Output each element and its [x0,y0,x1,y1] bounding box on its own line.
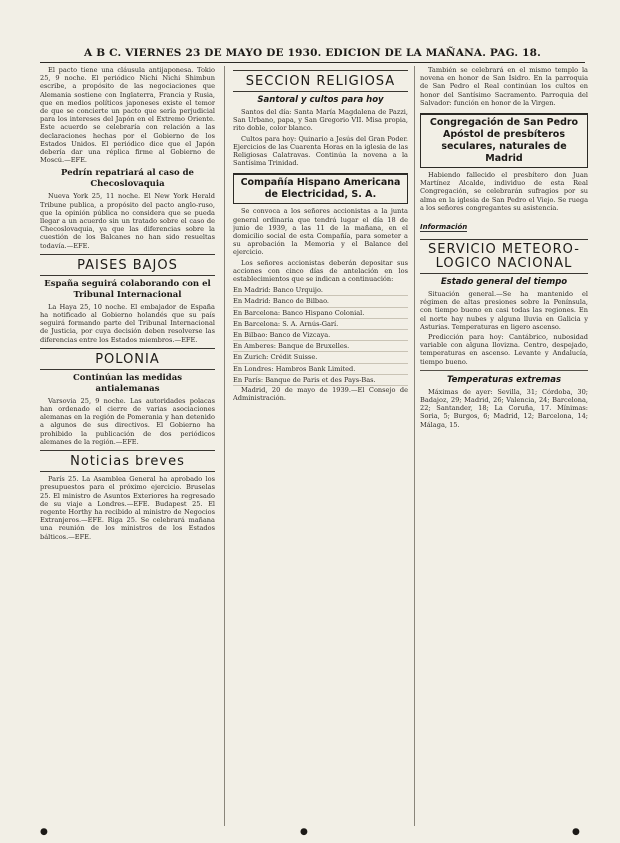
section-poland [40,348,215,446]
notice-title: Congregación de San Pedro Apóstol de presbíteros seculares, naturales de Madrid [429,117,579,165]
list-item: En Barcelona: S. A. Arnús-Garí. [233,319,408,330]
header-rule [40,62,585,63]
list-item: En Zurich: Crédit Suisse. [233,352,408,363]
article-czechoslovakia [40,168,215,249]
article-text: Santos del día: Santa María Magdalena de Pazzi, San Urbano, papa, y San Gregorio VII. Misa propia, rito doble, color blanco. [233,108,408,133]
column-1 [40,66,215,831]
registration-marks [0,825,620,837]
section-title: Noticias breves [40,450,215,472]
article-text: Predicción para hoy: Cantábrico, nubosidad variable con alguna llovizna. Centro, despejado, temperaturas en ascenso. Levante y Andalucía, tiempo bueno. [420,333,588,366]
section-title: PAISES BAJOS [40,254,215,276]
page-header: A B C. VIERNES 23 DE MAYO DE 1930. EDICION DE LA MAÑANA. PAG. 18. [84,47,541,59]
dot-mark-icon: ● [572,827,580,837]
dot-mark-icon: ● [40,827,48,837]
notice-text: Se convoca a los señores accionistas a la junta general ordinaria que tendrá lugar el día 18 de junio de 1939, a las 11 de la mañana, en el domicilio social de esta Compañía, para someter a su aprobación la Memoria y el Balance del ejercicio. [233,207,408,257]
section-tag: Información [420,223,468,232]
section-religion [233,70,408,167]
article-text: Nueva York 25, 11 noche. El New York Herald Tribune publica, a propósito del pacto anglo-ruso, que la opinión pública no considera que se pueda llegar a un acuerdo sin un tratado sobre el caso de Checoslovaquia, ya que las diferencias sobre la cuestión de los Balcanes no han sido resueltas todavía.—EFE. [40,192,215,250]
article-text: Máximas de ayer: Sevilla, 31; Córdoba, 30; Badajoz, 29; Madrid, 26; Valencia, 24; Barcelona, 22; Santander, 18; La Coruña, 17. Mínimas: Soria, 5; Burgos, 6; Madrid, 12; Barcelona, 14; Málaga, 15. [420,387,588,429]
notice-box [420,113,588,168]
article-text: La Haya 25, 10 noche. El embajador de España ha notificado al Gobierno holandés que su país seguirá formando parte del Tribunal Internacional de Justicia, por cuya decisión deben resolverse las diferencias entre los Estados miembros.—EFE. [40,302,215,344]
article-headline: Pedrín repatriará al caso de Checoslovaquia [61,168,194,190]
divider [420,370,588,371]
article-headline: Santoral y cultos para hoy [257,95,384,105]
article-text: Situación general.—Se ha mantenido el régimen de altas presiones sobre la Península, con tiempo bueno en casi todas las regiones. En el norte hay nubes y alguna lluvia en Galicia y Asturias. Temperaturas en ligero ascenso. [420,290,588,331]
dot-mark-icon: ● [300,827,308,837]
section-netherlands [40,254,215,344]
article-text: Cultos para hoy: Quinario a Jesús del Gran Poder. Ejercicios de las Cuarenta Horas en la iglesia de las Religiosas Calatravas. Continúa la novena a la Santísima Trinidad. [233,134,408,168]
list-item: En París: Banque de Paris et des Pays-Bas. [233,375,408,386]
article-headline: España seguirá colaborando con el Tribunal Internacional [44,278,211,300]
notice-title: Compañía Hispano Americana de Electricidad, S. A. [240,177,401,201]
notice-box [233,173,408,204]
article-text: También se celebrará en el mismo templo la novena en honor de San Isidro. En la parroquia de San Pedro el Real continúan los cultos en honor del Santísimo Sacramento. Parroquia del Salvador: función en honor de la Virgen. [420,66,588,107]
list-item: En Barcelona: Banco Hispano Colonial. [233,308,408,319]
list-item: En Amberes: Banque de Bruxelles. [233,341,408,352]
article-headline: Continúan las medidas antialemanas [72,372,183,394]
article-headline: Temperaturas extremas [446,374,562,385]
article-text: Varsovia 25, 9 noche. Las autoridades polacas han ordenado el cierre de varias asociaciones alemanas en la región de Pomerania y han detenido a algunos de sus directivos. El Gobierno ha prohibido la publicación de dos periódicos alemanes de la región.—EFE. [40,396,215,446]
list-item: En Madrid: Banco de Bilbao. [233,296,408,307]
article-pact [40,66,215,164]
notice-signature: Madrid, 20 de mayo de 1939.—El Consejo de Administración. [233,386,408,403]
column-divider [224,66,225,826]
article-text: París 25. La Asamblea General ha aprobado los presupuestos para el próximo ejercicio. Bruselas 25. El ministro de Asuntos Exteriores ha regresado de su viaje a Londres.—EFE. Budapest 25. El regente Horthy ha recibido al ministro de Negocios Extranjeros.—EFE. Riga 25. Se celebrará mañana una reunión de los ministros de los Estados bálticos.—EFE. [40,475,215,541]
notice-text: Habiendo fallecido el presbítero don Juan Martínez Alcalde, individuo de esta Real Congregación, se celebrarán sufragios por su alma en la iglesia de San Pedro el Viejo. Se ruega a los señores congregantes su asistencia. [420,171,588,212]
column-3 [420,66,588,831]
notice-text: Los señores accionistas deberán depositar sus acciones con cinco días de antelación en los establecimientos que se indican a continuación: [233,258,408,284]
section-title: SERVICIO METEORO-LOGICO NACIONAL [420,239,588,274]
section-brief-news [40,450,215,541]
section-title: POLONIA [40,348,215,370]
section-title: SECCION RELIGIOSA [233,70,408,92]
list-item: En Londres: Hambros Bank Limited. [233,364,408,375]
bank-list [233,285,408,386]
column-divider [414,66,415,826]
article-text: El pacto tiene una cláusula antijaponesa. Tokio 25, 9 noche. El periódico Nichi Nichi Shimbun escribe, a propósito de las negociaciones que Alemania sostiene con Inglaterra, Francia y Rusia, que en medios políticos japoneses existe el temor de que se concierte un pacto que sería perjudicial para los intereses del Japón en el Extremo Oriente. Este acuerdo se celebraría con relación a las declaraciones hechas por el Gobierno de los Estados Unidos. El periódico dice que el Japón debería dar una réplica firme al Gobierno de Moscú.—EFE. [40,66,215,165]
list-item: En Madrid: Banco Urquijo. [233,285,408,296]
list-item: En Bilbao: Banco de Vizcaya. [233,330,408,341]
article-headline: Estado general del tiempo [440,277,568,288]
column-2 [233,66,408,831]
